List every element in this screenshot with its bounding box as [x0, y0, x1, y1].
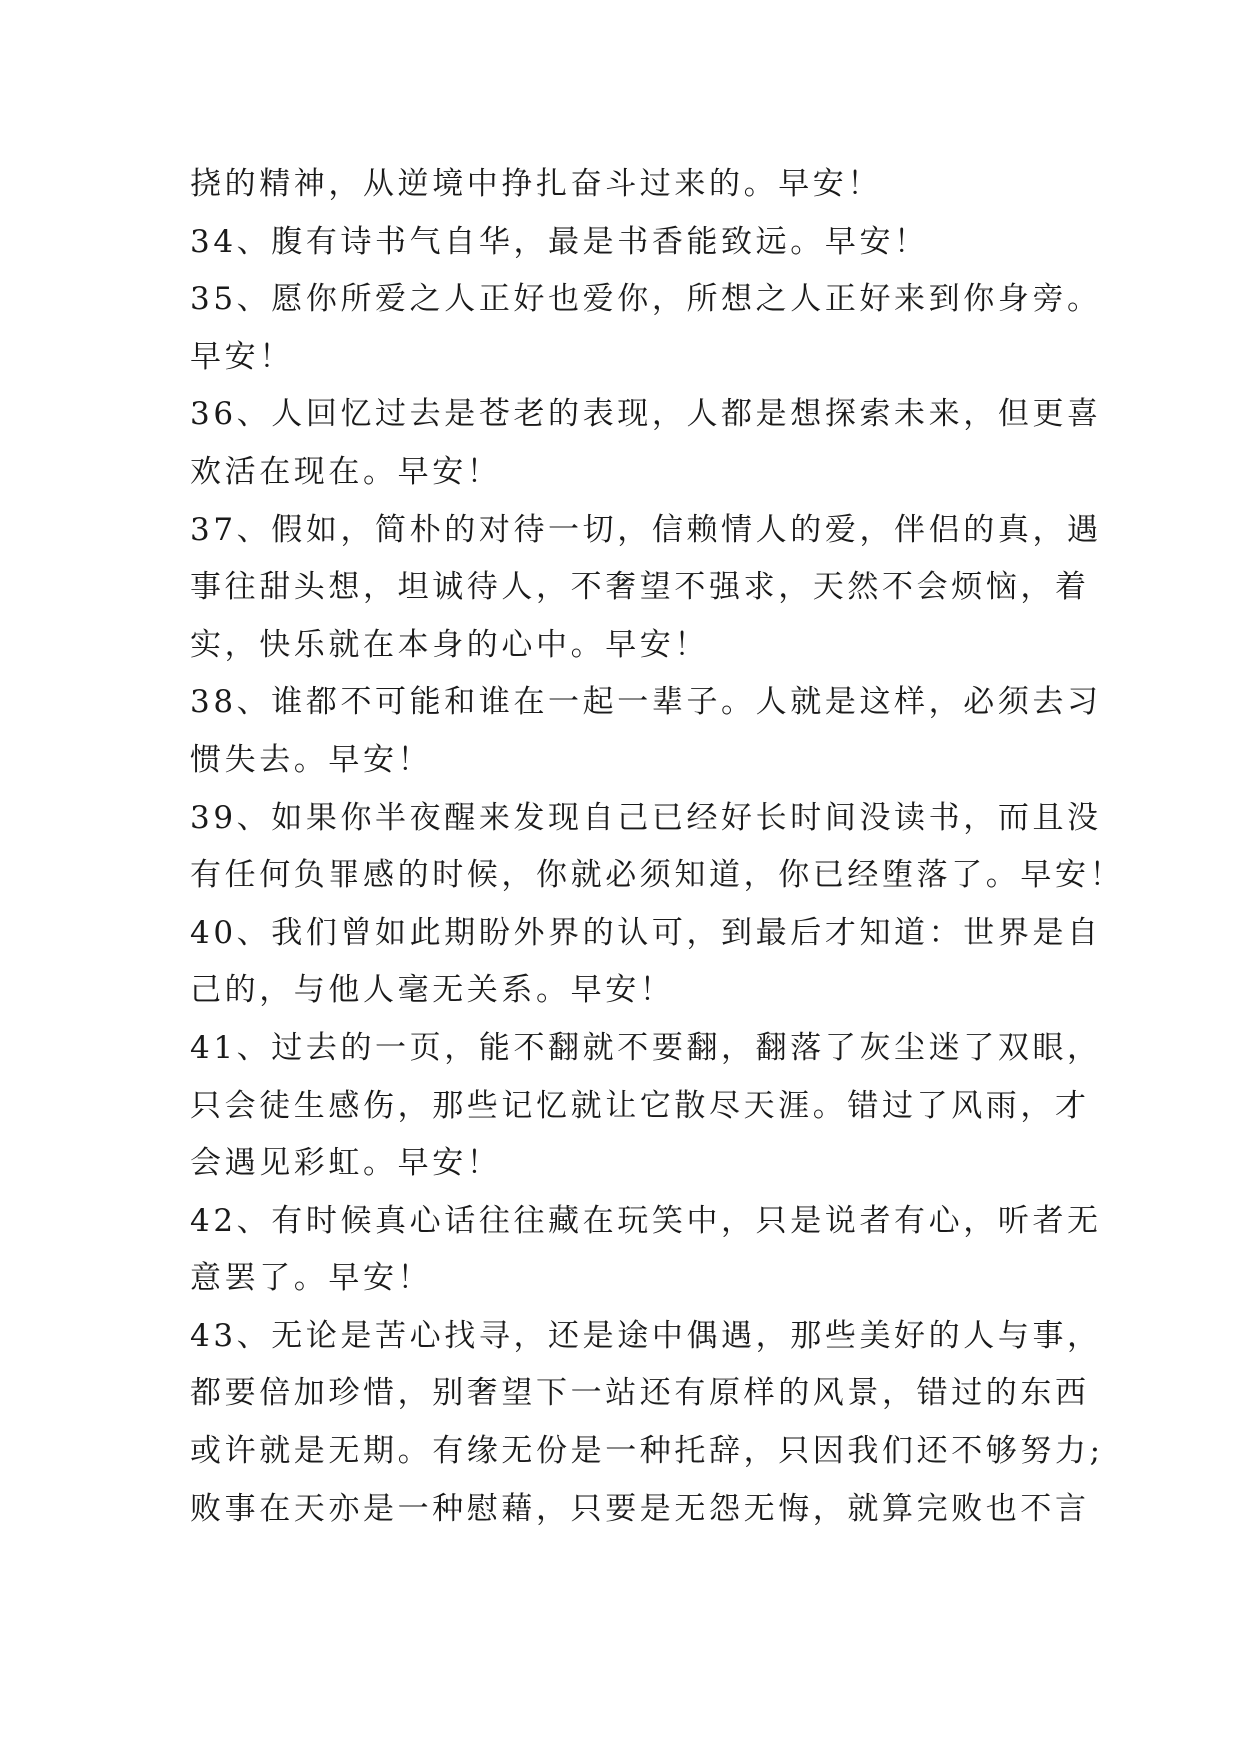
- text-line: 42、有时候真心话往往藏在玩笑中，只是说者有心，听者无: [190, 1202, 1102, 1239]
- text-line: 挠的精神，从逆境中挣扎奋斗过来的。早安！: [190, 166, 882, 202]
- text-line: 37、假如，简朴的对待一切，信赖情人的爱，伴侣的真，遇: [190, 511, 1102, 548]
- text-line: 35、愿你所爱之人正好也爱你，所想之人正好来到你身旁。: [190, 281, 1102, 318]
- text-line: 或许就是无期。有缘无份是一种托辞，只因我们还不够努力;: [190, 1433, 1104, 1470]
- text-line: 早安！: [190, 338, 294, 375]
- text-line: 34、腹有诗书气自华，最是书香能致远。早安！: [190, 223, 929, 260]
- text-line: 38、谁都不可能和谁在一起一辈子。人就是这样，必须去习: [190, 684, 1102, 721]
- text-line: 意罢了。早安！: [190, 1260, 433, 1297]
- text-line: 43、无论是苦心找寻，还是途中偶遇，那些美好的人与事，: [190, 1317, 1102, 1354]
- text-line: 事往甜头想，坦诚待人，不奢望不强求，天然不会烦恼，着: [190, 569, 1090, 606]
- document-body: [190, 156, 1125, 1538]
- text-line: 败事在天亦是一种慰藉，只要是无怨无悔，就算完败也不言: [190, 1490, 1090, 1527]
- text-line: 欢活在现在。早安！: [190, 453, 502, 490]
- text-line: 41、过去的一页，能不翻就不要翻，翻落了灰尘迷了双眼，: [190, 1029, 1102, 1066]
- text-line: 会遇见彩虹。早安！: [190, 1145, 502, 1182]
- text-line: 都要倍加珍惜，别奢望下一站还有原样的风景，错过的东西: [190, 1375, 1090, 1412]
- text-line: 40、我们曾如此期盼外界的认可，到最后才知道：世界是自: [190, 914, 1102, 951]
- text-line: 只会徒生感伤，那些记忆就让它散尽天涯。错过了风雨，才: [190, 1087, 1090, 1124]
- text-line: 己的，与他人毫无关系。早安！: [190, 972, 675, 1009]
- text-line: 实，快乐就在本身的心中。早安！: [190, 626, 709, 663]
- text-line: 有任何负罪感的时候，你就必须知道，你已经堕落了。早安！: [190, 857, 1125, 894]
- text-line: 惯失去。早安！: [190, 741, 433, 778]
- text-line: 36、人回忆过去是苍老的表现，人都是想探索未来，但更喜: [190, 396, 1102, 433]
- text-line: 39、如果你半夜醒来发现自己已经好长时间没读书，而且没: [190, 799, 1102, 836]
